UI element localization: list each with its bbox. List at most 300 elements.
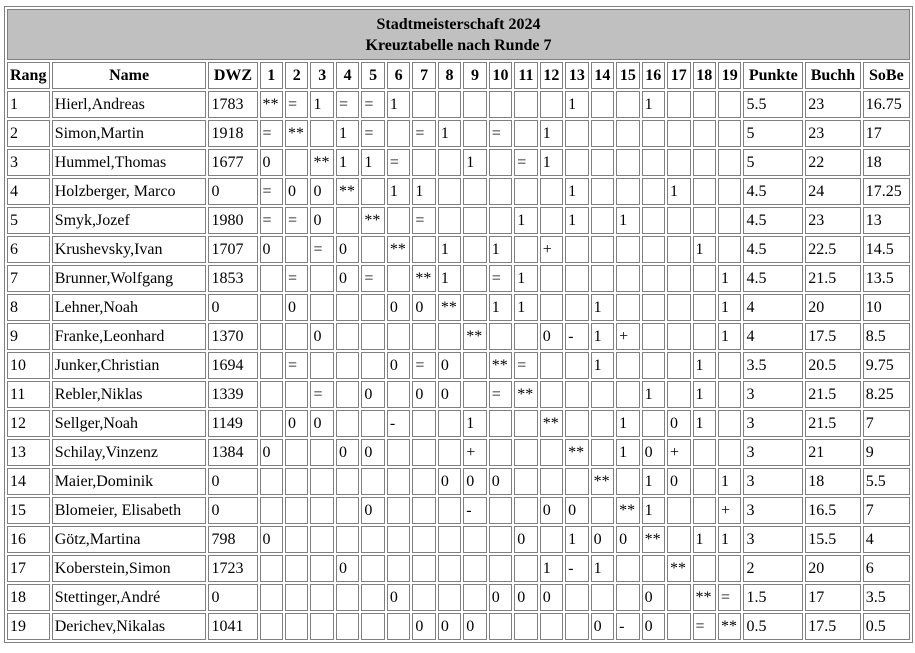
result-cell: 0 (260, 236, 283, 263)
result-cell (260, 468, 283, 495)
sobe-cell: 13 (863, 207, 910, 234)
result-cell (540, 207, 563, 234)
result-cell (718, 178, 741, 205)
result-cell (260, 381, 283, 408)
result-cell (336, 323, 359, 350)
result-cell (285, 497, 308, 524)
result-cell (285, 439, 308, 466)
result-cell: 1 (514, 294, 537, 321)
result-cell: ** (336, 178, 359, 205)
result-cell (260, 497, 283, 524)
result-cell: ** (642, 526, 665, 553)
sobe-cell: 9 (863, 439, 910, 466)
column-header: 17 (667, 62, 690, 89)
points-cell: 4.5 (743, 178, 803, 205)
result-cell (361, 468, 384, 495)
result-cell (642, 323, 665, 350)
points-cell: 3 (743, 439, 803, 466)
sobe-cell: 7 (863, 410, 910, 437)
column-header: 19 (718, 62, 741, 89)
result-cell (693, 91, 716, 118)
buchholz-cell: 21.5 (805, 265, 860, 292)
result-cell (693, 555, 716, 582)
dwz-cell: 0 (208, 468, 257, 495)
dwz-cell: 0 (208, 294, 257, 321)
result-cell (642, 294, 665, 321)
result-cell (336, 410, 359, 437)
table-row (7, 526, 910, 553)
result-cell: 1 (693, 526, 716, 553)
result-cell: ** (591, 468, 614, 495)
result-cell: 1 (438, 265, 461, 292)
result-cell: 0 (310, 410, 333, 437)
table-row (7, 91, 910, 118)
table-row (7, 120, 910, 147)
table-row (7, 352, 910, 379)
result-cell: 0 (336, 555, 359, 582)
result-cell (438, 410, 461, 437)
result-cell: 0 (489, 584, 512, 611)
sobe-cell: 4 (863, 526, 910, 553)
result-cell (693, 323, 716, 350)
result-cell (591, 410, 614, 437)
result-cell (361, 410, 384, 437)
result-cell: = (693, 613, 716, 640)
result-cell: 0 (336, 265, 359, 292)
dwz-cell: 1980 (208, 207, 257, 234)
result-cell (260, 410, 283, 437)
result-cell (310, 497, 333, 524)
result-cell (693, 265, 716, 292)
result-cell (718, 91, 741, 118)
result-cell: 1 (642, 381, 665, 408)
result-cell: 1 (336, 149, 359, 176)
result-cell (514, 555, 537, 582)
column-header: Buchh (805, 62, 860, 89)
result-cell (489, 410, 512, 437)
result-cell: ** (260, 91, 283, 118)
result-cell: = (514, 352, 537, 379)
result-cell: = (387, 149, 410, 176)
result-cell: 1 (412, 178, 435, 205)
result-cell: = (260, 178, 283, 205)
points-cell: 3 (743, 497, 803, 524)
result-cell (642, 120, 665, 147)
result-cell: = (412, 120, 435, 147)
result-cell (718, 149, 741, 176)
result-cell (565, 352, 588, 379)
dwz-cell: 1853 (208, 265, 257, 292)
result-cell (387, 207, 410, 234)
result-cell (540, 265, 563, 292)
result-cell: - (565, 555, 588, 582)
title-row (7, 9, 910, 60)
player-name-cell: Blomeier, Elisabeth (52, 497, 207, 524)
result-cell: ** (616, 497, 639, 524)
sobe-cell: 14.5 (863, 236, 910, 263)
result-cell (616, 352, 639, 379)
column-header: 14 (591, 62, 614, 89)
result-cell: 1 (540, 120, 563, 147)
rank-cell: 3 (7, 149, 50, 176)
buchholz-cell: 18 (805, 468, 860, 495)
result-cell (693, 178, 716, 205)
result-cell: 1 (463, 410, 486, 437)
result-cell (310, 468, 333, 495)
result-cell (489, 178, 512, 205)
buchholz-cell: 21.5 (805, 410, 860, 437)
table-row (7, 323, 910, 350)
buchholz-cell: 22 (805, 149, 860, 176)
result-cell (667, 120, 690, 147)
result-cell (718, 207, 741, 234)
result-cell: 0 (667, 468, 690, 495)
result-cell: 1 (463, 149, 486, 176)
result-cell: 0 (387, 584, 410, 611)
table-row (7, 207, 910, 234)
result-cell: 1 (361, 149, 384, 176)
column-header: 8 (438, 62, 461, 89)
table-row (7, 410, 910, 437)
rank-cell: 6 (7, 236, 50, 263)
result-cell: 0 (412, 294, 435, 321)
result-cell (591, 381, 614, 408)
result-cell: 0 (642, 439, 665, 466)
result-cell: 1 (693, 381, 716, 408)
dwz-cell: 1707 (208, 236, 257, 263)
result-cell: 0 (489, 468, 512, 495)
result-cell (310, 294, 333, 321)
column-header: 11 (514, 62, 537, 89)
result-cell (336, 207, 359, 234)
result-cell (616, 149, 639, 176)
result-cell: = (489, 265, 512, 292)
result-cell: 1 (642, 468, 665, 495)
points-cell: 4.5 (743, 207, 803, 234)
result-cell (361, 294, 384, 321)
result-cell (285, 323, 308, 350)
result-cell (718, 410, 741, 437)
result-cell (642, 555, 665, 582)
result-cell (438, 497, 461, 524)
rank-cell: 8 (7, 294, 50, 321)
result-cell (463, 381, 486, 408)
buchholz-cell: 20.5 (805, 352, 860, 379)
result-cell (387, 468, 410, 495)
result-cell: 0 (438, 613, 461, 640)
column-header: 2 (285, 62, 308, 89)
result-cell: 0 (540, 584, 563, 611)
result-cell: 1 (591, 294, 614, 321)
result-cell (336, 468, 359, 495)
result-cell (540, 526, 563, 553)
result-cell (718, 555, 741, 582)
table-row (7, 555, 910, 582)
title-line-2: Kreuztabelle nach Runde 7 (365, 36, 552, 54)
result-cell: 0 (642, 584, 665, 611)
result-cell (310, 613, 333, 640)
result-cell (412, 91, 435, 118)
result-cell: 1 (565, 207, 588, 234)
points-cell: 3 (743, 381, 803, 408)
result-cell: 1 (514, 207, 537, 234)
result-cell: 0 (260, 526, 283, 553)
result-cell (463, 584, 486, 611)
result-cell (412, 236, 435, 263)
result-cell (336, 613, 359, 640)
points-cell: 1.5 (743, 584, 803, 611)
result-cell (667, 323, 690, 350)
points-cell: 5 (743, 120, 803, 147)
dwz-cell: 1677 (208, 149, 257, 176)
result-cell: 0 (463, 468, 486, 495)
result-cell: 1 (514, 265, 537, 292)
result-cell (591, 265, 614, 292)
result-cell (260, 613, 283, 640)
result-cell: ** (565, 439, 588, 466)
result-cell (514, 468, 537, 495)
result-cell (310, 120, 333, 147)
dwz-cell: 0 (208, 584, 257, 611)
result-cell (412, 584, 435, 611)
result-cell (463, 120, 486, 147)
buchholz-cell: 24 (805, 178, 860, 205)
rank-cell: 16 (7, 526, 50, 553)
points-cell: 4.5 (743, 265, 803, 292)
points-cell: 5.5 (743, 91, 803, 118)
result-cell (693, 149, 716, 176)
result-cell (438, 439, 461, 466)
result-cell: 1 (667, 178, 690, 205)
points-cell: 5 (743, 149, 803, 176)
result-cell (616, 584, 639, 611)
points-cell: 3 (743, 526, 803, 553)
points-cell: 4 (743, 323, 803, 350)
rank-cell: 5 (7, 207, 50, 234)
result-cell (667, 207, 690, 234)
points-cell: 2 (743, 555, 803, 582)
result-cell: = (310, 381, 333, 408)
result-cell (412, 468, 435, 495)
dwz-cell: 0 (208, 497, 257, 524)
rank-cell: 4 (7, 178, 50, 205)
result-cell (565, 265, 588, 292)
result-cell: 0 (540, 323, 563, 350)
result-cell (667, 613, 690, 640)
result-cell (361, 526, 384, 553)
result-cell (591, 497, 614, 524)
buchholz-cell: 16.5 (805, 497, 860, 524)
result-cell (616, 265, 639, 292)
result-cell (310, 526, 333, 553)
result-cell: = (718, 584, 741, 611)
header-row (7, 62, 910, 89)
result-cell: = (285, 91, 308, 118)
result-cell (642, 178, 665, 205)
result-cell (412, 555, 435, 582)
buchholz-cell: 21 (805, 439, 860, 466)
result-cell (667, 236, 690, 263)
result-cell (642, 265, 665, 292)
result-cell (463, 265, 486, 292)
result-cell (540, 352, 563, 379)
result-cell (336, 526, 359, 553)
result-cell (387, 613, 410, 640)
result-cell (285, 149, 308, 176)
result-cell (667, 91, 690, 118)
table-row (7, 149, 910, 176)
result-cell: 1 (642, 91, 665, 118)
result-cell (285, 381, 308, 408)
result-cell (693, 120, 716, 147)
dwz-cell: 1918 (208, 120, 257, 147)
column-header: 1 (260, 62, 283, 89)
rank-cell: 19 (7, 613, 50, 640)
result-cell (693, 207, 716, 234)
buchholz-cell: 20 (805, 294, 860, 321)
result-cell (667, 497, 690, 524)
result-cell (463, 236, 486, 263)
result-cell (438, 526, 461, 553)
result-cell (260, 352, 283, 379)
result-cell: 1 (336, 120, 359, 147)
rank-cell: 15 (7, 497, 50, 524)
rank-cell: 1 (7, 91, 50, 118)
result-cell (667, 584, 690, 611)
result-cell (336, 352, 359, 379)
result-cell: 1 (718, 265, 741, 292)
column-header: Name (52, 62, 207, 89)
result-cell (667, 381, 690, 408)
sobe-cell: 9.75 (863, 352, 910, 379)
result-cell (565, 468, 588, 495)
table-row (7, 381, 910, 408)
result-cell: 0 (260, 439, 283, 466)
result-cell: 1 (718, 526, 741, 553)
crosstable-container (4, 6, 913, 643)
dwz-cell: 798 (208, 526, 257, 553)
player-name-cell: Sellger,Noah (52, 410, 207, 437)
result-cell (693, 497, 716, 524)
column-header: 5 (361, 62, 384, 89)
dwz-cell: 1339 (208, 381, 257, 408)
result-cell (463, 178, 486, 205)
result-cell: ** (514, 381, 537, 408)
result-cell (285, 613, 308, 640)
result-cell (514, 613, 537, 640)
result-cell: 0 (336, 236, 359, 263)
dwz-cell: 1370 (208, 323, 257, 350)
result-cell (616, 236, 639, 263)
player-name-cell: Hummel,Thomas (52, 149, 207, 176)
result-cell: 0 (463, 613, 486, 640)
rank-cell: 2 (7, 120, 50, 147)
sobe-cell: 3.5 (863, 584, 910, 611)
result-cell (412, 439, 435, 466)
column-header: SoBe (863, 62, 910, 89)
column-header: 9 (463, 62, 486, 89)
result-cell (438, 149, 461, 176)
result-cell (285, 584, 308, 611)
result-cell: + (667, 439, 690, 466)
result-cell (463, 526, 486, 553)
result-cell (591, 149, 614, 176)
result-cell (514, 497, 537, 524)
result-cell (540, 439, 563, 466)
result-cell: 1 (540, 149, 563, 176)
result-cell (361, 584, 384, 611)
rank-cell: 9 (7, 323, 50, 350)
result-cell: ** (285, 120, 308, 147)
result-cell: = (260, 207, 283, 234)
result-cell (616, 468, 639, 495)
result-cell (336, 584, 359, 611)
rank-cell: 17 (7, 555, 50, 582)
result-cell: = (361, 91, 384, 118)
result-cell (260, 323, 283, 350)
result-cell (361, 178, 384, 205)
dwz-cell: 1041 (208, 613, 257, 640)
result-cell (489, 526, 512, 553)
player-name-cell: Krushevsky,Ivan (52, 236, 207, 263)
result-cell (310, 265, 333, 292)
sobe-cell: 8.25 (863, 381, 910, 408)
result-cell (718, 120, 741, 147)
result-cell (387, 381, 410, 408)
result-cell: + (540, 236, 563, 263)
rank-cell: 12 (7, 410, 50, 437)
sobe-cell: 17.25 (863, 178, 910, 205)
result-cell: - (387, 410, 410, 437)
column-header: 16 (642, 62, 665, 89)
result-cell (514, 323, 537, 350)
result-cell (489, 323, 512, 350)
result-cell: 0 (412, 613, 435, 640)
sobe-cell: 5.5 (863, 468, 910, 495)
result-cell (642, 207, 665, 234)
result-cell: 1 (718, 323, 741, 350)
result-cell: 1 (693, 236, 716, 263)
rank-cell: 13 (7, 439, 50, 466)
player-name-cell: Simon,Martin (52, 120, 207, 147)
result-cell (667, 352, 690, 379)
result-cell (412, 526, 435, 553)
result-cell: 0 (591, 613, 614, 640)
buchholz-cell: 15.5 (805, 526, 860, 553)
result-cell: ** (540, 410, 563, 437)
result-cell (336, 294, 359, 321)
result-cell: 1 (591, 555, 614, 582)
result-cell: ** (438, 294, 461, 321)
table-row (7, 294, 910, 321)
result-cell (514, 439, 537, 466)
result-cell (361, 236, 384, 263)
buchholz-cell: 17.5 (805, 323, 860, 350)
result-cell (285, 526, 308, 553)
result-cell (463, 207, 486, 234)
result-cell (260, 555, 283, 582)
result-cell (616, 120, 639, 147)
result-cell (718, 439, 741, 466)
result-cell: 1 (489, 236, 512, 263)
result-cell: = (412, 352, 435, 379)
result-cell (616, 294, 639, 321)
column-header: 13 (565, 62, 588, 89)
result-cell (540, 91, 563, 118)
result-cell: 1 (489, 294, 512, 321)
result-cell: 0 (616, 526, 639, 553)
result-cell (387, 265, 410, 292)
